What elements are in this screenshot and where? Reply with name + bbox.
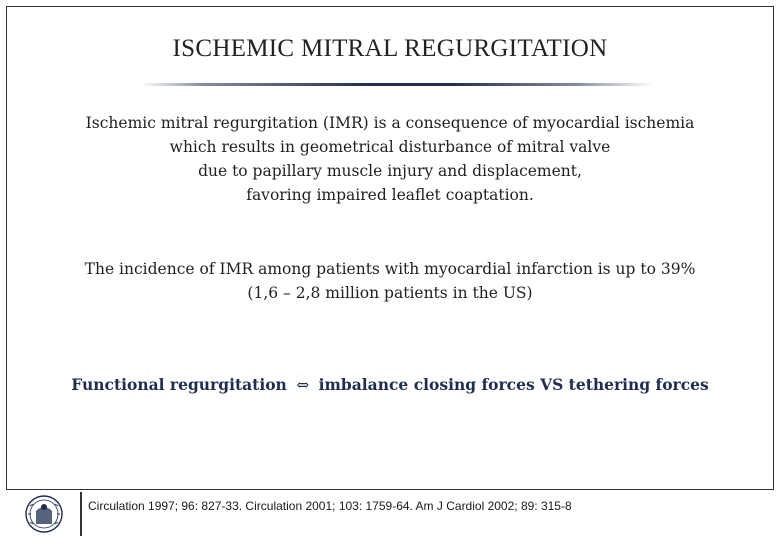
slide-footer [6, 490, 774, 536]
citation-text: Circulation 1997; 96: 827-33. Circulation 2001; 103: 1759-64. Am J Cardiol 2002; 89: 315-8 [88, 499, 572, 513]
incidence-line: (1,6 – 2,8 million patients in the US) [247, 284, 533, 302]
footer-divider [80, 492, 82, 536]
key-statement [7, 375, 773, 394]
definition-paragraph [7, 111, 773, 207]
definition-line: favoring impaired leaflet coaptation. [246, 186, 534, 204]
key-statement-left: Functional regurgitation [71, 375, 287, 394]
incidence-paragraph [7, 257, 773, 305]
title-underline [141, 83, 653, 86]
double-arrow-icon: ⇔ [296, 376, 310, 394]
key-statement-right: imbalance closing forces VS tethering forces [318, 375, 709, 394]
university-seal-icon [14, 494, 76, 534]
incidence-line: The incidence of IMR among patients with myocardial infarction is up to 39% [84, 260, 696, 278]
definition-line: Ischemic mitral regurgitation (IMR) is a consequence of myocardial ischemia [85, 114, 695, 132]
slide-title: ISCHEMIC MITRAL REGURGITATION [172, 35, 608, 62]
definition-line: which results in geometrical disturbance of mitral valve [169, 138, 611, 156]
slide-frame [6, 6, 774, 490]
definition-line: due to papillary muscle injury and displacement, [198, 162, 582, 180]
